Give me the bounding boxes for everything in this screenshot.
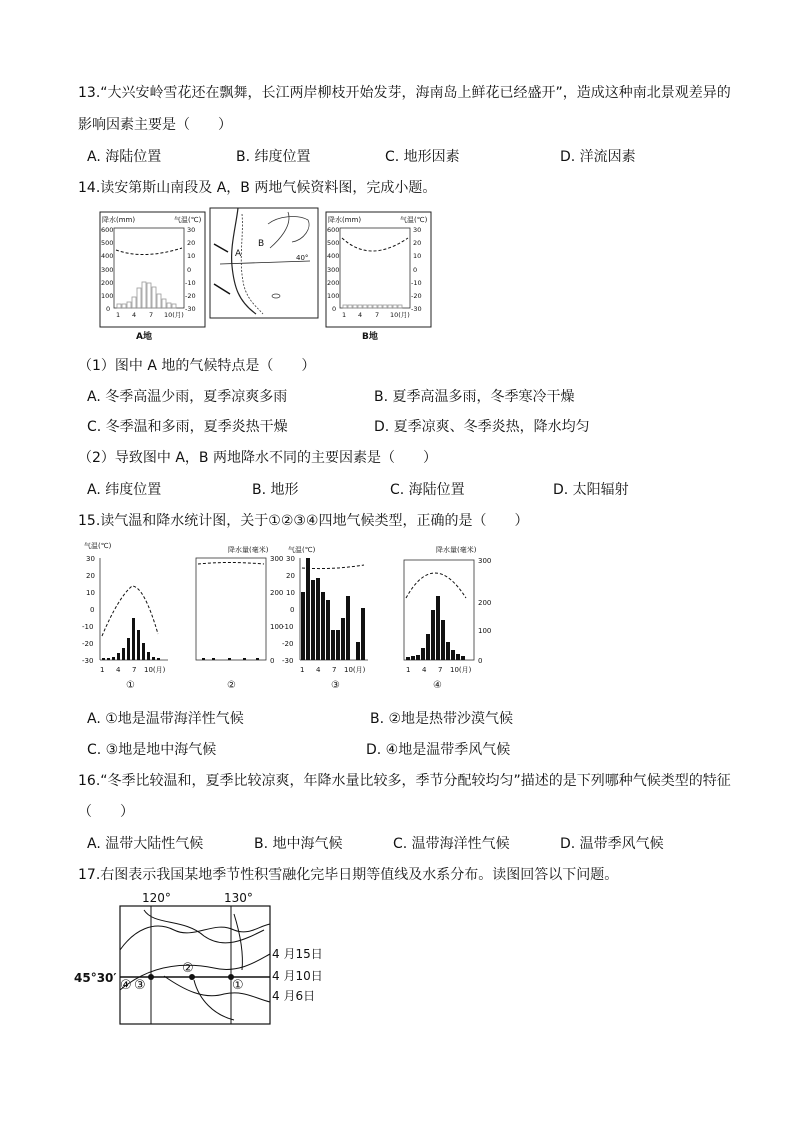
q13-option-d[interactable]: D. 洋流因素 [560,149,636,165]
q14-map-label-b: B [258,239,265,249]
q17-isoline-2: 4 月10日 [272,969,323,983]
q14-chart-b-rt4: -10 [411,279,422,287]
q15-c4-p2: 100 [478,627,492,635]
q16-stem-line1: 16.“冬季比较温和，夏季比较凉爽，年降水量比较多，季节分配较均匀”描述的是下列哪种气候类型的特征 [78,773,731,789]
q14-sub2-stem: （2）导致图中 A，B 两地降水不同的主要因素是（ ） [78,450,437,466]
q13-option-b[interactable]: B. 纬度位置 [236,149,311,165]
q14-chart-b [320,206,440,341]
q14-map [208,206,320,321]
q14-chart-a-lt6: 0 [106,305,111,313]
q15-chart-1 [82,541,168,691]
q14-chart-b-temp-line [342,238,408,251]
q15-option-b[interactable]: B. ②地是热带沙漠气候 [370,711,514,727]
q14-map-arrow-1 [214,244,228,252]
q14-chart-a-xt0: 1 [116,311,121,319]
q15-c4-x0: 1 [406,666,411,674]
q15-c1-t4: -10 [82,623,94,631]
q17-lon-120: 120° [142,891,171,905]
q17-point-2: ② [182,961,194,976]
q14-stem: 14.读安第斯山南段及 A，B 两地气候资料图，完成小题。 [78,180,437,196]
q14-chart-a-bars [117,282,176,308]
q14-sub1-stem: （1）图中 A 地的气候特点是（ ） [78,358,316,374]
q14-sub2-option-d[interactable]: D. 太阳辐射 [553,482,629,498]
q15-c1-x0: 1 [100,666,105,674]
q14-chart-b-xt0: 1 [342,311,347,319]
q15-chart-4-precip-title: 降水量(毫米) [436,546,477,554]
q15-c1-t5: -20 [82,640,94,648]
q14-chart-b-lt2: 400 [327,252,340,260]
q14-chart-a-lt2: 400 [101,252,114,260]
q14-chart-a-rt0: 30 [187,226,196,234]
q13-option-a[interactable]: A. 海陆位置 [87,149,162,165]
q15-c1-t2: 10 [86,589,95,597]
q15-c1-x3: 10(月) [144,666,166,674]
q15-c3-t4: -10 [282,623,294,631]
q15-stem: 15.读气温和降水统计图，关于①②③④四地气候类型，正确的是（ ） [78,513,529,529]
q14-chart-b-bars [343,305,402,308]
q17-lat-label: 45°30′ [74,971,117,985]
q15-chart-4 [404,545,491,691]
q14-chart-b-xt2: 7 [375,311,380,319]
q15-chart-1-bars [102,618,160,660]
q15-c3-t1: 20 [286,572,295,580]
q15-c1-t6: -30 [82,657,94,665]
q15-figure [78,538,498,698]
q15-chart-3-caption: ③ [331,680,340,691]
q14-chart-b-caption: B地 [362,332,378,342]
q15-chart-2 [196,545,283,691]
q15-c3-t2: 10 [286,589,295,597]
q14-chart-a-rt2: 10 [187,252,196,260]
q14-chart-b-lt3: 300 [327,266,340,274]
q13-stem-line1: 13.“大兴安岭雪花还在飘舞，长江两岸柳枝开始发芽，海南岛上鲜花已经盛开”，造成这种南北景观差异的 [78,85,731,101]
q15-chart-3-temp-title: 气温(℃) [288,546,316,554]
q14-chart-a-xt3: 10(月) [164,311,184,319]
q15-c1-t0: 30 [86,555,95,563]
q14-chart-a-rt5: -20 [185,292,196,300]
q14-chart-b-rt6: -30 [411,305,422,313]
q15-c3-t0: 30 [286,555,295,563]
q14-chart-a-rt6: -30 [185,305,196,313]
q17-isoline-3: 4 月6日 [272,989,316,1003]
q15-c4-p3: 0 [478,657,483,665]
q14-chart-a-lt1: 500 [101,239,114,247]
q15-option-a[interactable]: A. ①地是温带海洋性气候 [87,711,244,727]
q17-point-4: ④ [120,978,132,993]
q13-stem-line2: 影响因素主要是（ ） [78,117,232,133]
q16-option-a[interactable]: A. 温带大陆性气候 [87,836,204,852]
q14-map-lat: 40° [296,254,309,262]
q14-chart-b-lt6: 0 [332,305,337,313]
q16-option-d[interactable]: D. 温带季风气候 [560,836,664,852]
q14-chart-b-rt5: -20 [411,292,422,300]
q15-chart-3-bars [301,558,365,660]
q15-chart-1-caption: ① [126,680,135,691]
q14-chart-b-right-title: 气温(℃) [400,216,428,224]
q15-c1-x2: 7 [132,666,137,674]
q15-c1-t1: 20 [86,572,95,580]
q14-chart-b-lt4: 200 [327,279,340,287]
q15-chart-2-precip-title: 降水量(毫米) [228,546,269,554]
q16-option-b[interactable]: B. 地中海气候 [254,836,343,852]
q14-chart-a-caption: A地 [136,332,152,342]
q15-c3-t3: 0 [290,606,295,614]
q14-chart-b-lt0: 600 [327,226,340,234]
q14-sub2-option-a[interactable]: A. 纬度位置 [87,482,162,498]
q15-c3-x0: 1 [300,666,305,674]
q17-map [74,890,354,1030]
q14-chart-a-temp-line [116,248,182,255]
q15-c3-t5: -20 [282,640,294,648]
q14-sub1-option-c[interactable]: C. 冬季温和多雨，夏季炎热干燥 [87,419,288,435]
q15-c3-t6: -30 [282,657,294,665]
q14-chart-a-xt2: 7 [149,311,154,319]
q14-chart-a-rt3: 0 [187,266,192,274]
q14-chart-a-lt3: 300 [101,266,114,274]
q15-c3-x1: 4 [316,666,321,674]
q14-chart-a-rt1: 20 [187,239,196,247]
q14-chart-b-rt1: 20 [413,239,422,247]
q14-chart-b-lt1: 500 [327,239,340,247]
q14-chart-b-xt3: 10(月) [390,311,410,319]
q15-c4-p1: 200 [478,599,492,607]
q14-sub1-option-b[interactable]: B. 夏季高温多雨，冬季寒冷干燥 [374,389,575,405]
q14-chart-a-rt4: -10 [185,279,196,287]
q14-chart-b-rt2: 10 [413,252,422,260]
q14-chart-b-xt1: 4 [358,311,363,319]
q15-c3-x2: 7 [332,666,337,674]
q15-option-d[interactable]: D. ④地是温带季风气候 [366,742,511,758]
q15-c1-t3: 0 [90,606,95,614]
q14-chart-a-lt5: 100 [101,292,114,300]
q15-c2-p2: 100 [270,623,284,631]
q14-chart-a [94,206,214,341]
q14-chart-a-lt0: 600 [101,226,114,234]
q15-chart-4-bars [406,596,465,660]
q15-option-c[interactable]: C. ③地是地中海气候 [87,742,217,758]
q17-point-3: ③ [134,978,146,993]
q14-sub2-option-b[interactable]: B. 地形 [252,482,299,498]
q17-stem: 17.右图表示我国某地季节性积雪融化完毕日期等值线及水系分布。读图回答以下问题。 [78,867,619,883]
q14-chart-a-left-title: 降水(mm) [102,216,136,224]
q15-c2-p1: 200 [270,589,284,597]
q14-chart-b-lt5: 100 [327,292,340,300]
q15-c1-x1: 4 [116,666,121,674]
q14-chart-b-rt0: 30 [413,226,422,234]
q16-option-c[interactable]: C. 温带海洋性气候 [393,836,510,852]
q15-c3-x3: 10(月) [344,666,366,674]
q14-sub2-option-c[interactable]: C. 海陆位置 [390,482,465,498]
q17-isoline-1: 4 月15日 [272,947,323,961]
q15-c4-x2: 7 [438,666,443,674]
q15-c4-x1: 4 [422,666,427,674]
q15-chart-2-caption: ② [227,680,236,691]
q16-stem-line2: （ ） [78,804,134,820]
q15-chart-4-caption: ④ [433,680,442,691]
q13-option-c[interactable]: C. 地形因素 [385,149,460,165]
q14-chart-a-lt4: 200 [101,279,114,287]
q15-c2-p3: 0 [270,657,275,665]
q17-point-1: ① [232,978,244,993]
q15-c2-p0: 300 [270,555,284,563]
q14-chart-b-left-title: 降水(mm) [328,216,362,224]
q15-c4-x3: 10(月) [450,666,472,674]
q17-lon-130: 130° [224,891,253,905]
q15-c4-p0: 300 [478,557,492,565]
q14-sub1-option-d[interactable]: D. 夏季凉爽、冬季炎热，降水均匀 [374,419,590,435]
q15-chart-1-temp-title: 气温(℃) [84,542,112,550]
q15-chart-3 [282,545,368,691]
q14-map-label-a: A [235,249,242,259]
q14-chart-a-right-title: 气温(℃) [174,216,202,224]
q14-chart-b-rt3: 0 [413,266,418,274]
q14-chart-a-xt1: 4 [132,311,137,319]
q14-map-arrow-2 [214,284,230,294]
q14-sub1-option-a[interactable]: A. 冬季高温少雨，夏季凉爽多雨 [87,389,288,405]
